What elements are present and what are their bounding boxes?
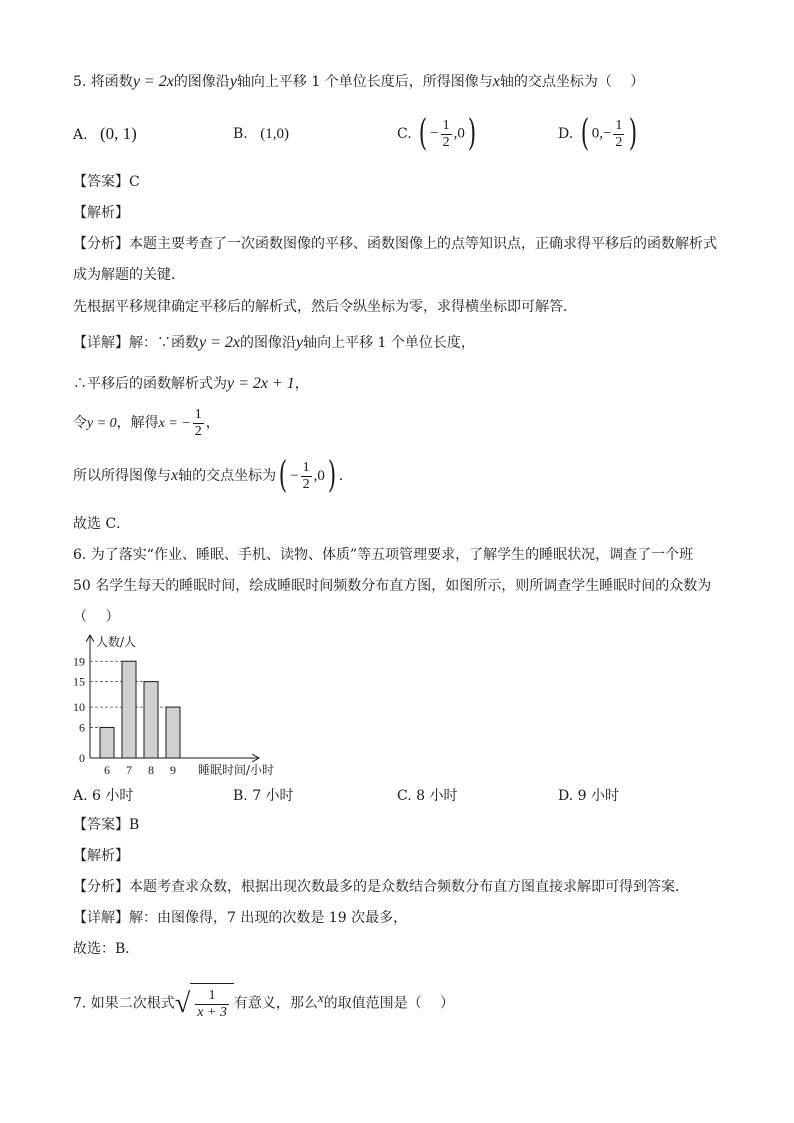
- q7-stem: [73, 978, 454, 1024]
- q5-analysis-text: 【分析】本题主要考查了一次函数图像的平移、函数图像上的点等知识点，正确求得平移后的函数解析式: [73, 236, 717, 252]
- option-label: B.: [233, 126, 248, 142]
- q5-function: y = 2x: [132, 73, 174, 90]
- radical-sign: √: [174, 988, 191, 1020]
- denominator: 2: [442, 134, 450, 150]
- q5-x-axis: x: [492, 73, 500, 90]
- numerator: 1: [195, 988, 229, 1005]
- y-tick-label: 15: [73, 674, 85, 689]
- q5-stem-text: 5. 将函数: [73, 74, 133, 90]
- right-paren: ): [467, 113, 477, 154]
- numerator: 1: [194, 406, 202, 422]
- option-label: D.: [558, 126, 574, 142]
- option-head: 0,−: [591, 125, 612, 142]
- q6-answer: 【答案】B: [73, 817, 140, 833]
- y-axis-label: 人数/人: [96, 635, 137, 649]
- denominator: 2: [615, 134, 623, 150]
- q5-y-axis: y: [229, 73, 237, 90]
- numerator: 1: [302, 459, 310, 475]
- step-sign: −: [290, 468, 299, 484]
- x-tick-label: 7: [126, 763, 132, 777]
- denominator: 2: [194, 423, 202, 439]
- fraction: [193, 407, 204, 440]
- radical: [175, 983, 234, 1024]
- x-tick-label: 6: [104, 763, 110, 777]
- q6-conclusion: 故选：B．: [73, 941, 140, 957]
- step-text: ，: [205, 415, 220, 431]
- denominator: 2: [302, 476, 310, 492]
- y-tick-label: 6: [79, 720, 85, 735]
- q7-stem-text: 的取值范围是（ ）: [323, 995, 455, 1012]
- numerator: 1: [615, 117, 623, 133]
- step-text: ，解得: [116, 415, 159, 431]
- step-text: 所以所得图像与: [73, 468, 171, 484]
- option-tail: ,0: [453, 125, 465, 142]
- q7-x: x: [317, 990, 324, 1005]
- detail-text: 【详解】解：∵函数: [73, 335, 199, 351]
- fraction: [441, 118, 452, 151]
- histogram-bar: [100, 727, 114, 758]
- q5-analysis-text: 先根据平移规律确定平移后的解析式，然后令纵坐标为零，求得横坐标即可解答．: [73, 299, 577, 315]
- histogram-bar: [144, 682, 158, 758]
- q5-option-d[interactable]: [558, 114, 640, 154]
- q5-option-a[interactable]: [73, 124, 137, 145]
- step-text: ．: [338, 468, 353, 484]
- y-tick-label: 0: [79, 751, 85, 765]
- q5-answer: 【答案】C: [73, 174, 140, 190]
- q6-analysis-title: 【解析】: [73, 848, 129, 864]
- q7-stem-text: 7. 如果二次根式: [73, 995, 175, 1012]
- step-equation: x = −: [158, 416, 191, 431]
- q6-analysis-text: 【分析】本题考查求众数，根据出现次数最多的是众数结合频数分布直方图直接求解即可得到答案．: [73, 879, 689, 895]
- q5-conclusion: 故选 C．: [73, 516, 131, 532]
- q5-analysis-title: 【解析】: [73, 205, 129, 221]
- option-value: (0, 1): [100, 124, 137, 143]
- step-text: ∴平移后的函数解析式为: [73, 376, 227, 392]
- y-tick-label: 10: [73, 700, 85, 715]
- option-value: (1,0): [260, 126, 289, 142]
- step-function: y = 2x + 1: [227, 375, 295, 392]
- right-paren: ): [327, 455, 337, 496]
- q6-detail: 【详解】解：由图像得，7 出现的次数是 19 次最多，: [73, 910, 408, 926]
- detail-function: y = 2x: [199, 334, 240, 351]
- step-x: x: [171, 467, 179, 484]
- x-tick-label: 8: [148, 763, 154, 777]
- fraction: [613, 118, 624, 151]
- numerator: 1: [442, 117, 450, 133]
- q5-stem: [73, 72, 644, 92]
- right-paren: ): [629, 113, 638, 154]
- step-text: 轴的交点坐标为: [178, 468, 277, 484]
- q5-detail: [73, 333, 475, 353]
- detail-text: 轴向上平移 1 个单位长度，: [303, 335, 475, 351]
- fraction: [195, 988, 229, 1021]
- left-paren: (: [418, 113, 428, 154]
- denominator: x + 3: [197, 1004, 227, 1020]
- q7-stem-text: 有意义，那么: [233, 995, 318, 1012]
- left-paren: (: [278, 455, 288, 496]
- option-label: C.: [397, 126, 412, 142]
- option-sign: −: [430, 125, 439, 142]
- y-tick-label: 19: [73, 654, 85, 669]
- x-axis-label: 睡眠时间/小时: [198, 763, 275, 777]
- q6-stem: 6. 为了落实“作业、睡眠、手机、读物、体质”等五项管理要求，了解学生的睡眠状况，调查了一个班: [73, 547, 694, 563]
- q5-stem-text: 轴向上平移 1 个单位长度后，所得图像与: [236, 74, 493, 90]
- detail-text: 的图像沿: [240, 335, 296, 351]
- step-equation: y = 0: [87, 416, 117, 431]
- q5-step-1: [73, 374, 309, 394]
- step-text: ，: [294, 376, 309, 392]
- q5-stem-text: 轴的交点坐标为（ ）: [499, 74, 645, 90]
- left-paren: (: [580, 113, 589, 154]
- histogram-bar: [122, 661, 136, 758]
- detail-y: y: [296, 334, 304, 351]
- sleep-time-histogram: [60, 630, 300, 780]
- q6-stem: 50 名学生每天的睡眠时间，绘成睡眠时间频数分布直方图，如图所示，则所调查学生睡眠时间的众数为: [73, 578, 712, 594]
- q6-option-b[interactable]: B. 7 小时: [233, 788, 294, 804]
- q5-option-b[interactable]: [233, 124, 289, 144]
- histogram-bar: [166, 707, 180, 758]
- q5-option-c[interactable]: [397, 114, 479, 154]
- option-label: A.: [73, 127, 88, 143]
- fraction: [301, 460, 312, 493]
- q5-step-2: [73, 405, 220, 442]
- step-tail: ,0: [313, 468, 325, 484]
- x-tick-label: 9: [170, 763, 176, 777]
- q6-option-d[interactable]: D. 9 小时: [558, 788, 619, 804]
- q6-stem: （ ）: [73, 609, 120, 625]
- step-text: 令: [73, 415, 87, 431]
- q5-analysis-text: 成为解题的关键．: [73, 267, 185, 283]
- q5-step-3: [73, 456, 353, 496]
- q6-option-a[interactable]: A. 6 小时: [73, 788, 134, 804]
- q6-option-c[interactable]: C. 8 小时: [397, 788, 458, 804]
- q5-stem-text: 的图像沿: [173, 74, 230, 90]
